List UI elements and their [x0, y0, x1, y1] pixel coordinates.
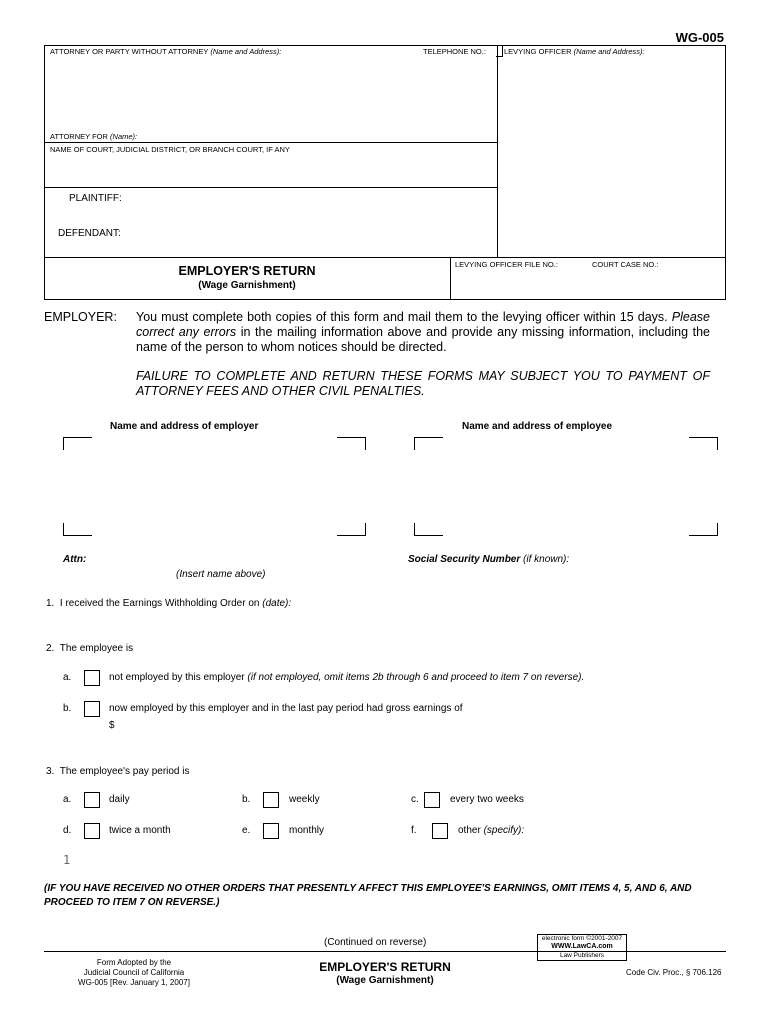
form-adopted-block: Form Adopted by the Judicial Council of California WG-005 [Rev. January 1, 2007] — [78, 958, 190, 987]
item-2: 2. The employee is — [46, 643, 134, 654]
item-2b-checkbox[interactable] — [84, 701, 100, 717]
divider-tick — [496, 46, 503, 57]
employee-bracket-br — [689, 523, 718, 536]
employer-bracket-tl — [63, 437, 92, 450]
pay-period-c-letter: c. — [411, 794, 419, 805]
employee-bracket-bl — [414, 523, 443, 536]
pay-period-weekly-checkbox[interactable] — [263, 792, 279, 808]
pay-period-f-letter: f. — [411, 825, 417, 836]
item-2a-letter: a. — [63, 672, 72, 683]
item-2b-letter: b. — [63, 703, 72, 714]
penalty-warning: FAILURE TO COMPLETE AND RETURN THESE FORMS MAY SUBJECT YOU TO PAYMENT OF ATTORNEY FEES AND OTHER CIVIL PENALTIES. — [136, 369, 710, 398]
plaintiff-label: PLAINTIFF: — [69, 193, 122, 204]
pay-period-other-checkbox[interactable] — [432, 823, 448, 839]
employer-bracket-bl — [63, 523, 92, 536]
footer-title: EMPLOYER'S RETURN — [319, 960, 451, 974]
pay-period-daily-checkbox[interactable] — [84, 792, 100, 808]
header-title: EMPLOYER'S RETURN — [178, 264, 316, 278]
item-3: 3. The employee's pay period is — [46, 766, 190, 777]
pay-period-e-letter: e. — [242, 825, 251, 836]
omit-items-note: (IF YOU HAVE RECEIVED NO OTHER ORDERS THAT PRESENTLY AFFECT THIS EMPLOYEE'S EARNINGS, OMIT ITEMS 4, 5, AND 6, AND PROCEED TO ITEM 7 ON REVERSE.) — [44, 883, 692, 908]
pay-period-biweekly-label: every two weeks — [450, 794, 524, 805]
attn-label: Attn: — [63, 554, 87, 565]
handwritten-entry[interactable]: 1 — [63, 853, 71, 867]
item-2a-checkbox[interactable] — [84, 670, 100, 686]
publisher-stamp: electronic form ©2001-2007 WWW.LawCA.com Law Publishers — [537, 934, 627, 961]
pay-period-twice-month-label: twice a month — [109, 825, 171, 836]
court-case-label: COURT CASE NO.: — [592, 260, 659, 269]
attorney-label: ATTORNEY OR PARTY WITHOUT ATTORNEY (Name and Address): — [50, 47, 282, 56]
telephone-label: TELEPHONE NO.: — [423, 47, 486, 56]
employee-address-title: Name and address of employee — [462, 421, 613, 432]
item-1: 1. I received the Earnings Withholding Order on (date): — [46, 598, 292, 609]
form-id: WG-005 — [675, 30, 724, 45]
employer-bracket-tr — [337, 437, 366, 450]
employer-address-title: Name and address of employer — [110, 421, 259, 432]
employee-bracket-tl — [414, 437, 443, 450]
employer-instructions: You must complete both copies of this form and mail them to the levying officer within 15 days. Please correct any errors in the mailing information above and provide any missing information, including the name of the person to whom notices should be directed. — [136, 310, 710, 354]
item-2b-text: now employed by this employer and in the last pay period had gross earnings of — [109, 703, 463, 714]
officer-file-label: LEVYING OFFICER FILE NO.: — [455, 260, 558, 269]
insert-name-hint: (Insert name above) — [176, 569, 266, 580]
levying-officer-label: LEVYING OFFICER (Name and Address): — [504, 47, 645, 56]
employer-label: EMPLOYER: — [44, 310, 117, 324]
employer-bracket-br — [337, 523, 366, 536]
pay-period-daily-label: daily — [109, 794, 130, 805]
ssn-label: Social Security Number (if known): — [408, 554, 570, 565]
pay-period-d-letter: d. — [63, 825, 72, 836]
footer-subtitle: (Wage Garnishment) — [336, 975, 434, 986]
gross-earnings-currency: $ — [109, 720, 115, 731]
pay-period-b-letter: b. — [242, 794, 251, 805]
pay-period-a-letter: a. — [63, 794, 72, 805]
court-name-label: NAME OF COURT, JUDICIAL DISTRICT, OR BRANCH COURT, IF ANY — [50, 145, 290, 154]
pay-period-monthly-label: monthly — [289, 825, 325, 836]
pay-period-twice-month-checkbox[interactable] — [84, 823, 100, 839]
pay-period-other-label: other (specify): — [458, 825, 525, 836]
pay-period-monthly-checkbox[interactable] — [263, 823, 279, 839]
pay-period-biweekly-checkbox[interactable] — [424, 792, 440, 808]
employee-bracket-tr — [689, 437, 718, 450]
pay-period-weekly-label: weekly — [289, 794, 320, 805]
continued-on-reverse: (Continued on reverse) — [324, 937, 427, 948]
item-2a-text: not employed by this employer (if not employed, omit items 2b through 6 and proceed to item 7 on reverse). — [109, 672, 585, 683]
attorney-for-label: ATTORNEY FOR (Name): — [50, 132, 138, 141]
defendant-label: DEFENDANT: — [58, 228, 121, 239]
code-citation: Code Civ. Proc., § 706.126 — [626, 968, 722, 977]
header-subtitle: (Wage Garnishment) — [198, 280, 296, 291]
